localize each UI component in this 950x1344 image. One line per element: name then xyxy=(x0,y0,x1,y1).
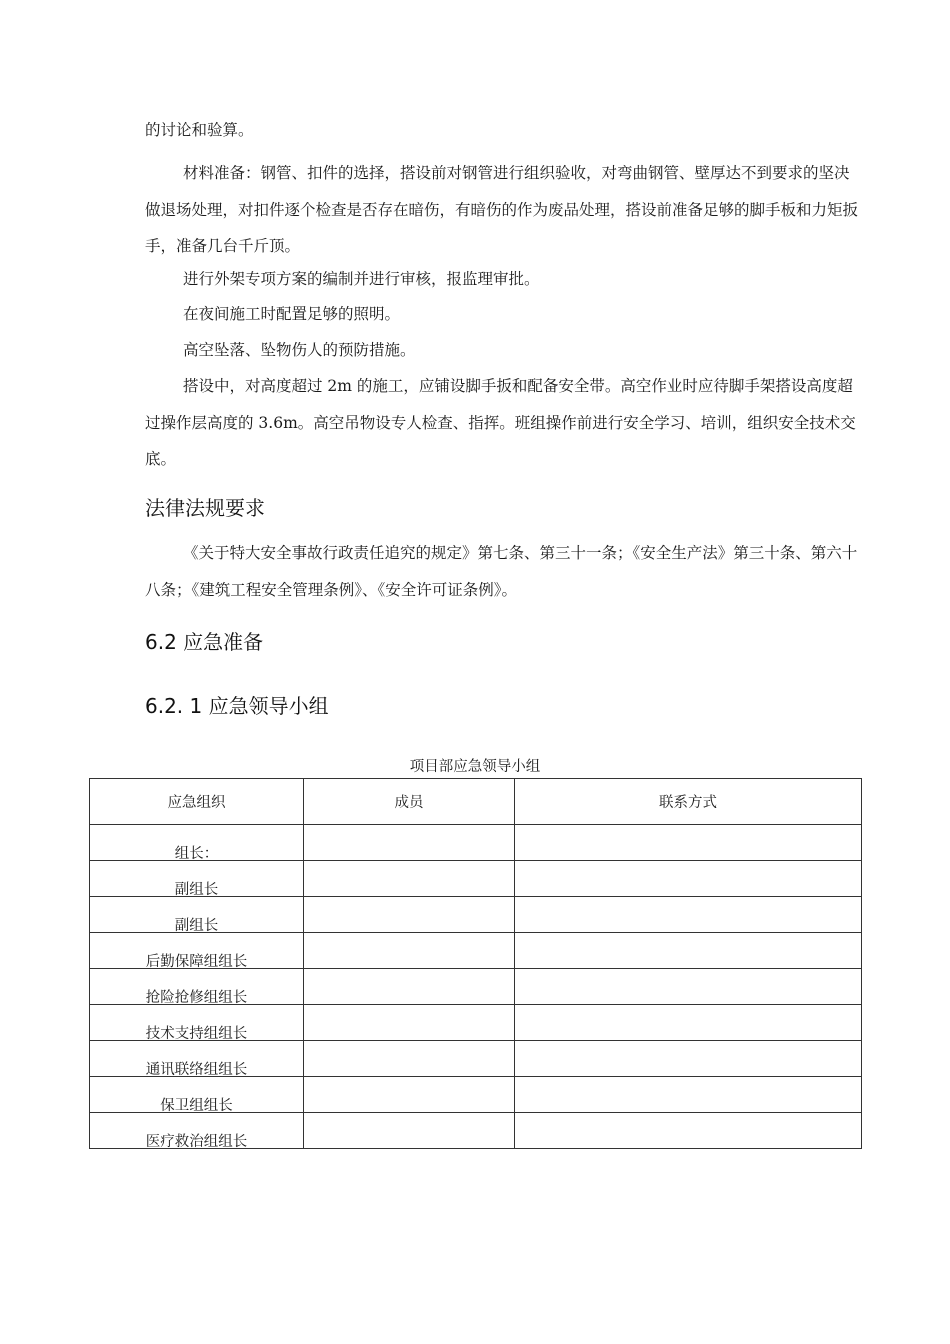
member-cell xyxy=(304,933,515,969)
role-cell: 副组长 xyxy=(90,897,304,933)
role-cell: 通讯联络组组长 xyxy=(90,1041,304,1077)
paragraph-erection-safety: 搭设中，对高度超过 2m 的施工，应铺设脚手扳和配备安全带。高空作业时应待脚手架搭设高度超过操作层高度的 3.6m。高空吊物设专人检查、指挥。班组操作前进行安全学习、培训，组织安全技术交底。 xyxy=(145,377,856,468)
contact-cell xyxy=(515,897,862,933)
table-row xyxy=(90,1077,862,1113)
member-cell xyxy=(304,897,515,933)
paragraph-fall-prevention: 高空坠落、坠物伤人的预防措施。 xyxy=(183,341,416,359)
contact-cell xyxy=(515,1077,862,1113)
table-header-row xyxy=(90,779,862,825)
header-organization: 应急组织 xyxy=(90,779,304,825)
table-row xyxy=(90,1113,862,1149)
header-members: 成员 xyxy=(304,779,515,825)
role-cell: 后勤保障组组长 xyxy=(90,933,304,969)
contact-cell xyxy=(515,933,862,969)
heading-laws-regulations: 法律法规要求 xyxy=(145,496,265,520)
contact-cell xyxy=(515,969,862,1005)
role-cell: 保卫组组长 xyxy=(90,1077,304,1113)
table-row xyxy=(90,825,862,861)
table-row xyxy=(90,969,862,1005)
member-cell xyxy=(304,1113,515,1149)
member-cell xyxy=(304,1041,515,1077)
role-cell: 技术支持组组长 xyxy=(90,1005,304,1041)
member-cell xyxy=(304,825,515,861)
table-caption: 项目部应急领导小组 xyxy=(409,759,541,775)
member-cell xyxy=(304,861,515,897)
contact-cell xyxy=(515,825,862,861)
paragraph-material-preparation: 材料准备：钢管、扣件的选择，搭设前对钢管进行组织验收，对弯曲钢管、壁厚达不到要求的坚决做退场处理，对扣件逐个检查是否存在暗伤，有暗伤的作为废品处理，搭设前准备足够的脚手板和力矩扳手，准备几台千斤顶。 xyxy=(145,164,859,255)
contact-cell xyxy=(515,861,862,897)
paragraph-continuation: 的讨论和验算。 xyxy=(145,121,254,139)
table-row xyxy=(90,861,862,897)
role-cell: 组长： xyxy=(90,825,304,861)
member-cell xyxy=(304,969,515,1005)
member-cell xyxy=(304,1077,515,1113)
emergency-leadership-table xyxy=(89,778,862,1149)
paragraph-laws: 《关于特大安全事故行政责任追究的规定》第七条、第三十一条；《安全生产法》第三十条、第六十八条；《建筑工程安全管理条例》、《安全许可证条例》。 xyxy=(145,544,858,599)
contact-cell xyxy=(515,1005,862,1041)
role-cell: 副组长 xyxy=(90,861,304,897)
table-row xyxy=(90,1041,862,1077)
contact-cell xyxy=(515,1041,862,1077)
paragraph-scheme-review: 进行外架专项方案的编制并进行审核，报监理审批。 xyxy=(183,270,540,288)
role-cell: 抢险抢修组组长 xyxy=(90,969,304,1005)
contact-cell xyxy=(515,1113,862,1149)
header-contact: 联系方式 xyxy=(515,779,862,825)
table-row xyxy=(90,933,862,969)
table-row xyxy=(90,897,862,933)
member-cell xyxy=(304,1005,515,1041)
table-row xyxy=(90,1005,862,1041)
heading-emergency-preparation: 6.2 应急准备 xyxy=(145,630,264,654)
heading-emergency-leadership-group: 6.2. 1 应急领导小组 xyxy=(145,694,329,718)
paragraph-night-lighting: 在夜间施工时配置足够的照明。 xyxy=(183,305,401,323)
role-cell: 医疗救治组组长 xyxy=(90,1113,304,1149)
